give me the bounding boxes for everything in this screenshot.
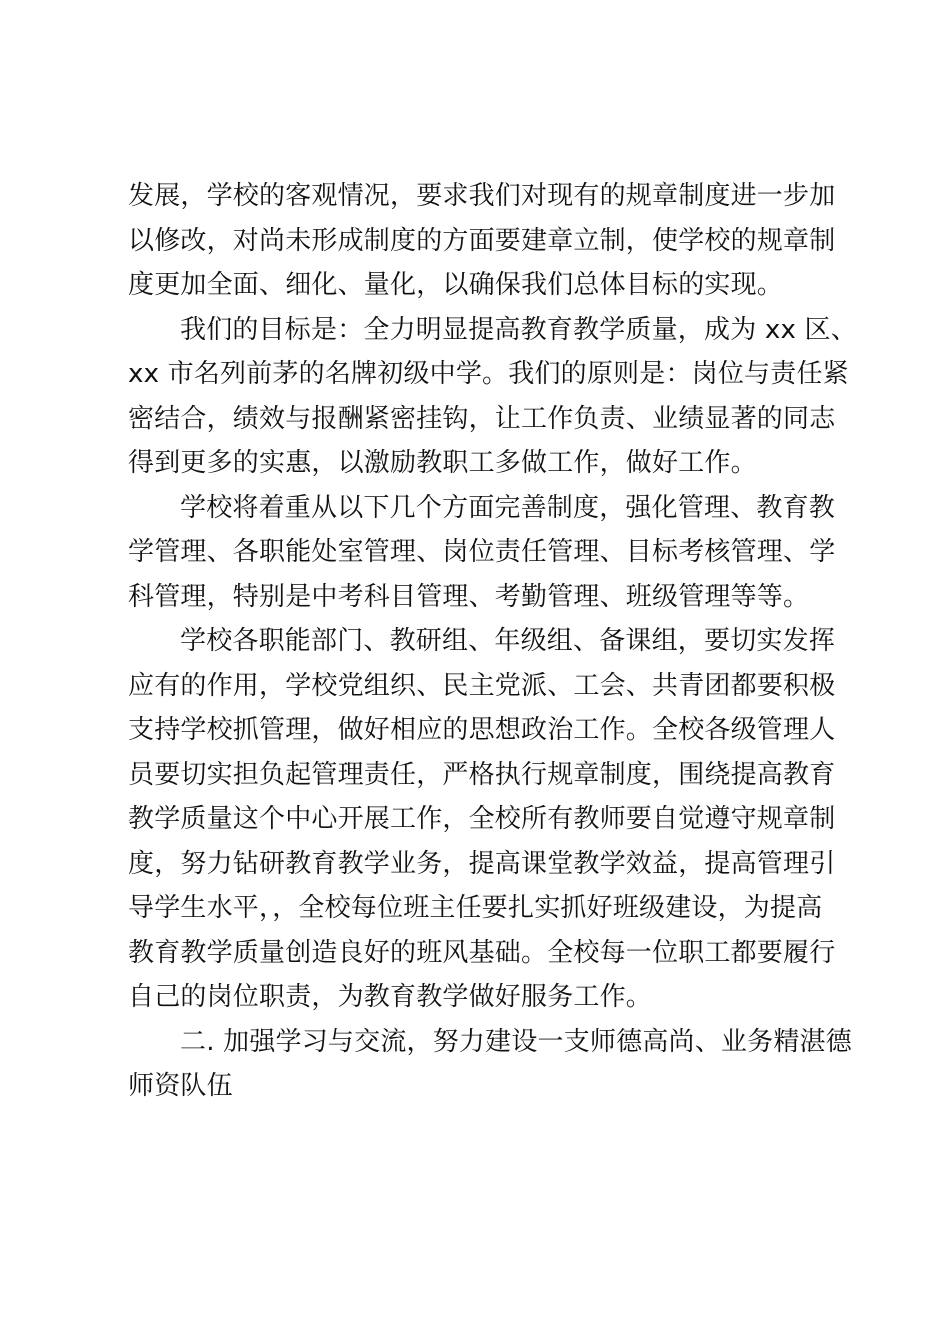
paragraph-2 xyxy=(128,308,857,486)
text-line: 学管理、各职能处室管理、岗位责任管理、目标考核管理、学 xyxy=(128,537,836,567)
text-line: 应有的作用，学校党组织、民主党派、工会、共青团都要积极 xyxy=(128,670,836,701)
text-line: 科管理，特别是中考科目管理、考勤管理、班级管理等等。 xyxy=(128,581,810,612)
text-line: 支持学校抓管理，做好相应的思想政治工作。全校各级管理人 xyxy=(128,715,836,745)
text-line: 我们的目标是：全力明显提高教育教学质量，成为 xx 区、 xyxy=(180,314,857,345)
text-line: 自己的岗位职责，为教育教学做好服务工作。 xyxy=(128,982,653,1012)
paragraph-3 xyxy=(128,486,838,620)
paragraph-1 xyxy=(128,174,838,308)
text-line: 员要切实担负起管理责任，严格执行规章制度，围绕提高教育 xyxy=(128,759,836,790)
section-heading xyxy=(128,1020,852,1109)
text-line: 密结合，绩效与报酬紧密挂钩，让工作负责、业绩显著的同志 xyxy=(128,403,836,434)
text-line: 度，努力钻研教育教学业务，提高课堂教学效益，提高管理引 xyxy=(128,848,836,879)
text-line: xx 市名列前茅的名牌初级中学。我们的原则是：岗位与责任紧 xyxy=(128,359,849,389)
text-line: 二. 加强学习与交流，努力建设一支师德高尚、业务精湛德 xyxy=(180,1026,852,1057)
text-line: 导学生水平，，全校每位班主任要扎实抓好班级建设，为提高 xyxy=(128,893,823,923)
paragraph-4 xyxy=(128,619,838,1020)
text-line: 发展，学校的客观情况，要求我们对现有的规章制度进一步加 xyxy=(128,181,836,211)
text-line: 学校各职能部门、教研组、年级组、备课组，要切实发挥 xyxy=(180,626,836,656)
text-line: 得到更多的实惠，以激励教职工多做工作，做好工作。 xyxy=(128,448,757,478)
document-body xyxy=(128,174,857,1109)
text-line: 以修改，对尚未形成制度的方面要建章立制，使学校的规章制 xyxy=(128,225,836,256)
text-line: 教育教学质量创造良好的班风基础。全校每一位职工都要履行 xyxy=(128,937,836,968)
text-line: 度更加全面、细化、量化，以确保我们总体目标的实现。 xyxy=(128,270,784,300)
text-line: 教学质量这个中心开展工作，全校所有教师要自觉遵守规章制 xyxy=(128,804,836,834)
text-line: 学校将着重从以下几个方面完善制度，强化管理、教育教 xyxy=(180,492,836,523)
text-line: 师资队伍 xyxy=(128,1071,233,1101)
